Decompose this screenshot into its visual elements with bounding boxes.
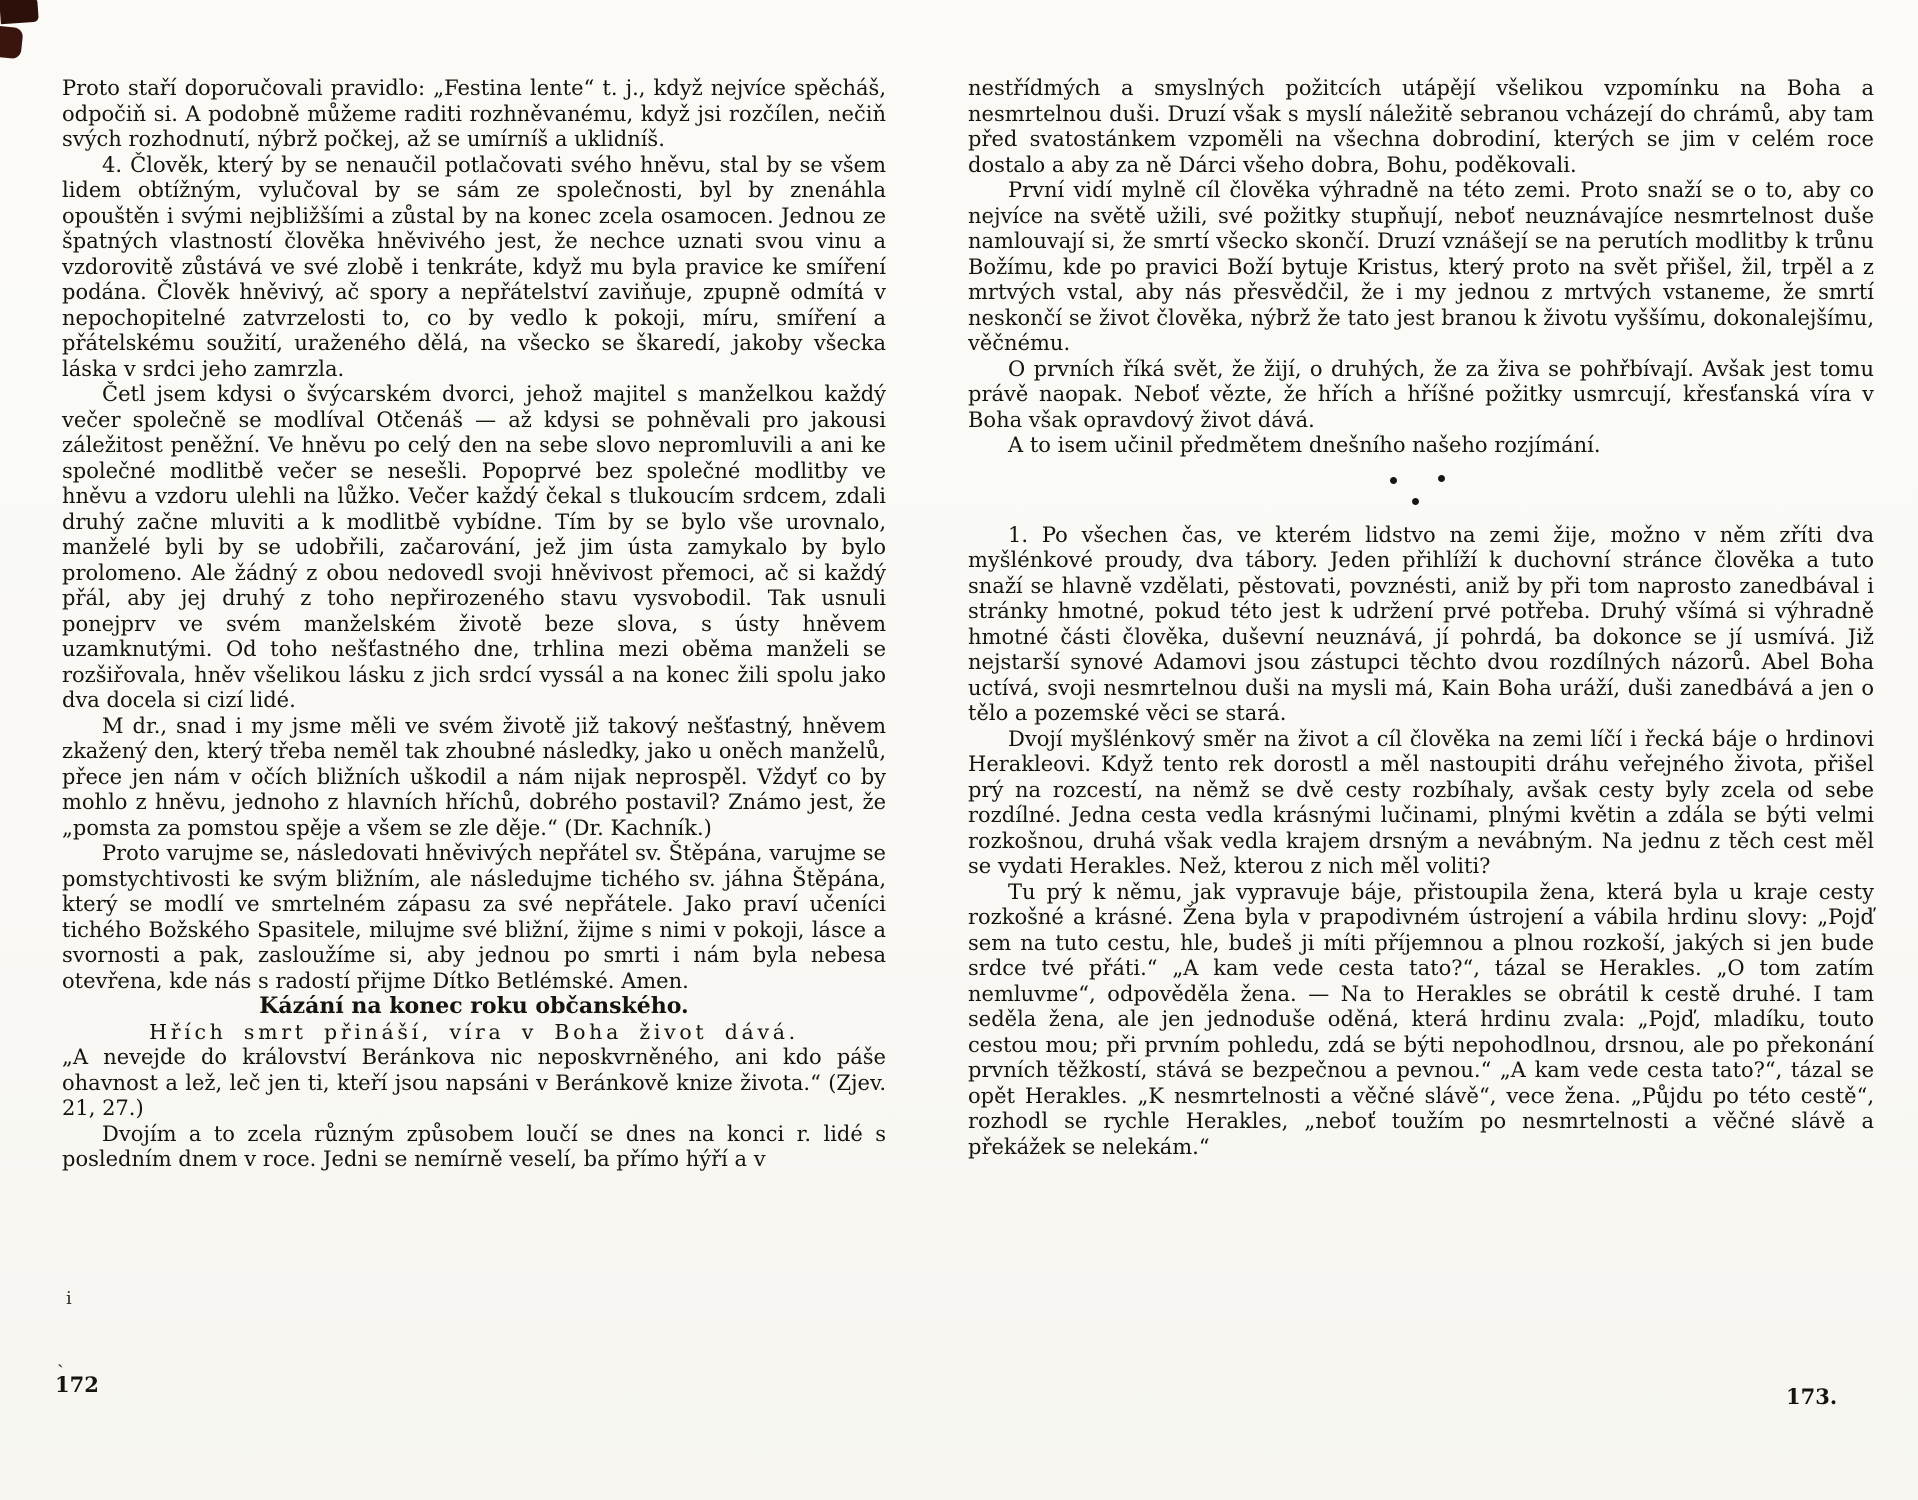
paragraph: M dr., snad i my jsme měli ve svém životě již takový nešťastný, hněvem zkažený den, který třeba neměl tak zhoubné následky, jako u oněch manželů, přece jen nám v očích bližních uškodil a nám nijak neprospěl. Vždyť co by mohlo z hněvu, jednoho z hlavních hříchů, dobrého postavil? Známo jest, že „pomsta za pomstou spěje a všem se zle děje.“ (Dr. Kachník.) <box>62 713 886 840</box>
left-page-column <box>62 76 886 1173</box>
paragraph: První vidí mylně cíl člověka výhradně na této zemi. Proto snaží se o to, aby co nejvíce na světě užili, své požitky stupňují, neboť neuznávajíce nesmrtelnost duše namlouvají si, že smrtí všecko skončí. Druzí vznášejí se na perutích modlitby k trůnu Božímu, kde po pravici Boží bytuje Kristus, který proto na svět přišel, žil, trpěl a z mrtvých vstal, aby nás přesvědčil, že i my jednou z mrtvých vstaneme, že smrtí neskončí se život člověka, nýbrž že tato jest branou k životu vyššímu, dokonalejšímu, věčnému. <box>968 178 1874 355</box>
page-number-right: 173. <box>1786 1384 1838 1409</box>
paragraph: Dvojí myšlénkový směr na život a cíl člověka na zemi líčí i řecká báje o hrdinovi Herakleovi. Když tento rek dorostl a měl nastoupiti dráhu veřejného života, přišel prý na rozcestí, na němž se dvě cesty rozbíhaly, avšak cesty byly zcela od sebe rozdílné. Jedna cesta vedla krásnými lučinami, plnými květin a zdála se býti velmi rozkošnou, druhá však vedla krajem drsným a nevábným. Na jednu z těch cest měl se vydati Herakles. Než, kterou z nich měl voliti? <box>968 726 1874 878</box>
sermon-subheading: Hřích smrt přináší, víra v Boha život dává. <box>149 1019 799 1044</box>
asterism-ornament <box>1376 471 1466 515</box>
sermon-heading: Kázání na konec roku občanského. <box>259 993 689 1019</box>
paragraph: Proto varujme se, následovati hněvivých nepřátel sv. Štěpána, varujme se pomstychtivosti ke svým bližním, ale následujme tichého sv. jáhna Štěpána, který se modlí ve smrtelném zápasu za své nepřátele. Jako praví učeníci tichého Božského Spasitele, milujme své bližní, žijme s nimi v pokoji, lásce a svornosti a pak, zasloužíme si, aby jednou po smrti i nám byla nebesa otevřena, kde nás s radostí přijme Dítko Betlémské. Amen. <box>62 841 886 993</box>
page-number-left: 172 <box>55 1372 99 1397</box>
paragraph: A to isem učinil předmětem dnešního našeho rozjímání. <box>1008 433 1601 457</box>
scan-stray-mark: i <box>66 1288 72 1309</box>
paragraph: Dvojím a to zcela různým způsobem loučí se dnes na konci r. lidé s posledním dnem v roce. Jedni se nemírně veselí, ba přímo hýří a v <box>62 1121 886 1171</box>
paragraph: O prvních říká svět, že žijí, o druhých, že za živa se pohřbívají. Avšak jest tomu právě naopak. Neboť vězte, že hřích a hříšné požitky usmrcují, křesťanská víra v Boha však opravdový život dává. <box>968 356 1874 432</box>
ornament-dot <box>1438 475 1445 482</box>
paragraph: Tu prý k němu, jak vypravuje báje, přistoupila žena, která byla u kraje cesty rozkošné a krásné. Žena byla v prapodivném ústrojení a vábila hrdinu slovy: „Pojď sem na tuto cestu, hle, budeš ji míti příjemnou a plnou rozkoší, jakých si jen bude srdce tvé přáti.“ „A kam vede cesta tato?“, tázal se Herakles. „O tom zatím nemluvme“, odpověděla žena. — Na to Herakles se obrátil k cestě druhé. I tam seděla žena, ale jen jednoduše oděná, která hrdinu zvala: „Pojď, mladíku, touto cestou mou; při prvním pohledu, zdá se býti nepohodlnou, drsnou, ale po překonání prvních těžkostí, stává se bezpečnou a pevnou.“ „A kam vede cesta tato?“, tázal se opět Herakles. „K nesmrtelnosti a věčné slávě“, vece žena. „Půjdu po této cestě“, rozhodl se rychle Herakles, „neboť toužím po nesmrtelnosti a věčné slávě a překážek se nelekám.“ <box>968 879 1874 1159</box>
paragraph: nestřídmých a smyslných požitcích utápějí všelikou vzpomínku na Boha a nesmrtelnou duši. Druzí však s myslí náležitě sebranou vcházejí do chrámů, aby tam před svatostánkem vzpoměli na všechna dobrodiní, kterých se jim v celém roce dostalo a aby za ně Dárci všeho dobra, Bohu, poděkovali. <box>968 76 1874 177</box>
paragraph: 4. Člověk, který by se nenaučil potlačovati svého hněvu, stal by se všem lidem obtížným, vylučoval by se sám ze společnosti, byl by znenáhla opouštěn i svými nejbližšími a zůstal by na konec zcela osamocen. Jednou ze špatných vlastností člověka hněvivého jest, že nechce uznati svou vinu a vzdorovitě zůstává ve své zlobě i tenkráte, když mu byla pravice ke smíření podána. Člověk hněvivý, ač spory a nepřátelství zaviňuje, zpupně odmítá v nepochopitelné zatvrzelosti to, co by vedlo k pokoji, míru, smíření a přátelskému soužití, uraženého dělá, na všecko se škaredí, jakoby všecka láska v srdci jeho zamrzla. <box>62 152 886 381</box>
scan-stray-mark: ˏ <box>57 1344 64 1368</box>
scripture-quote: „A nevejde do království Beránkova nic neposkvrněného, ani kdo páše ohavnost a lež, leč jen ti, kteří jsou napsáni v Beránkově knize života.“ (Zjev. 21, 27.) <box>62 1045 886 1120</box>
paragraph: Proto staří doporučovali pravidlo: „Festina lente“ t. j., když nejvíce spěcháš, odpočiň si. A podobně můžeme raditi rozhněvanému, když jsi rozčílen, nečiň svých rozhodnutí, nýbrž počkej, až se umírníš a uklidníš. <box>62 76 886 151</box>
scan-corner-artifact-top <box>0 0 39 24</box>
paragraph: 1. Po všechen čas, ve kterém lidstvo na zemi žije, možno v něm zříti dva myšlénkové proudy, dva tábory. Jeden přihlíží k duchovní stránce člověka a tuto snaží se hlavně vzdělati, pěstovati, povznésti, aniž by při tom naprosto zanedbával i stránky hmotné, pokud této jest k udržení prvé potřeba. Druhý všímá si výhradně hmotné části člověka, duševní neuznává, jí pohrdá, ba dokonce se jí usmívá. Již nejstarší synové Adamovi jsou zástupci těchto dvou rozdílných názorů. Abel Boha uctívá, svoji nesmrtelnou duši na mysli má, Kain Boha uráží, duši zanedbává a jen o tělo a pozemské věci se stará. <box>968 522 1874 725</box>
ornament-dot <box>1390 477 1397 484</box>
paragraph: Četl jsem kdysi o švýcarském dvorci, jehož majitel s manželkou každý večer společně se modlíval Otčenáš — až kdysi se pohněvali pro jakousi záležitost peněžní. Ve hněvu po celý den na sebe slovo nepromluvili a ani ke společné modlitbě večer se nesešli. Popoprvé bez společné modlitby ve hněvu a vzdoru ulehli na lůžko. Večer každý čekal s tlukoucím srdcem, zdali druhý začne mluviti a k modlitbě vybídne. Tím by se bylo vše urovnalo, manželé byli by se udobřili, začarování, jež jim ústa zamykalo by bylo prolomeno. Ale žádný z obou nedovedl svoji hněvivost přemoci, ač si každý přál, aby jej druhý z toho nepřirozeného stavu vysvobodil. Tak usnuli ponejprv ve svém manželském životě beze slova, s ústy hněvem uzamknutými. Od toho nešťastného dne, trhlina mezi oběma manželi se rozšiřovala, hněv všelikou lásku z jich srdcí vyssál a na konec žili spolu jako dva docela si cizí lidé. <box>62 382 886 712</box>
right-page-column <box>968 76 1874 1160</box>
ornament-dot <box>1412 498 1419 505</box>
scan-corner-artifact-bottom <box>0 26 24 60</box>
